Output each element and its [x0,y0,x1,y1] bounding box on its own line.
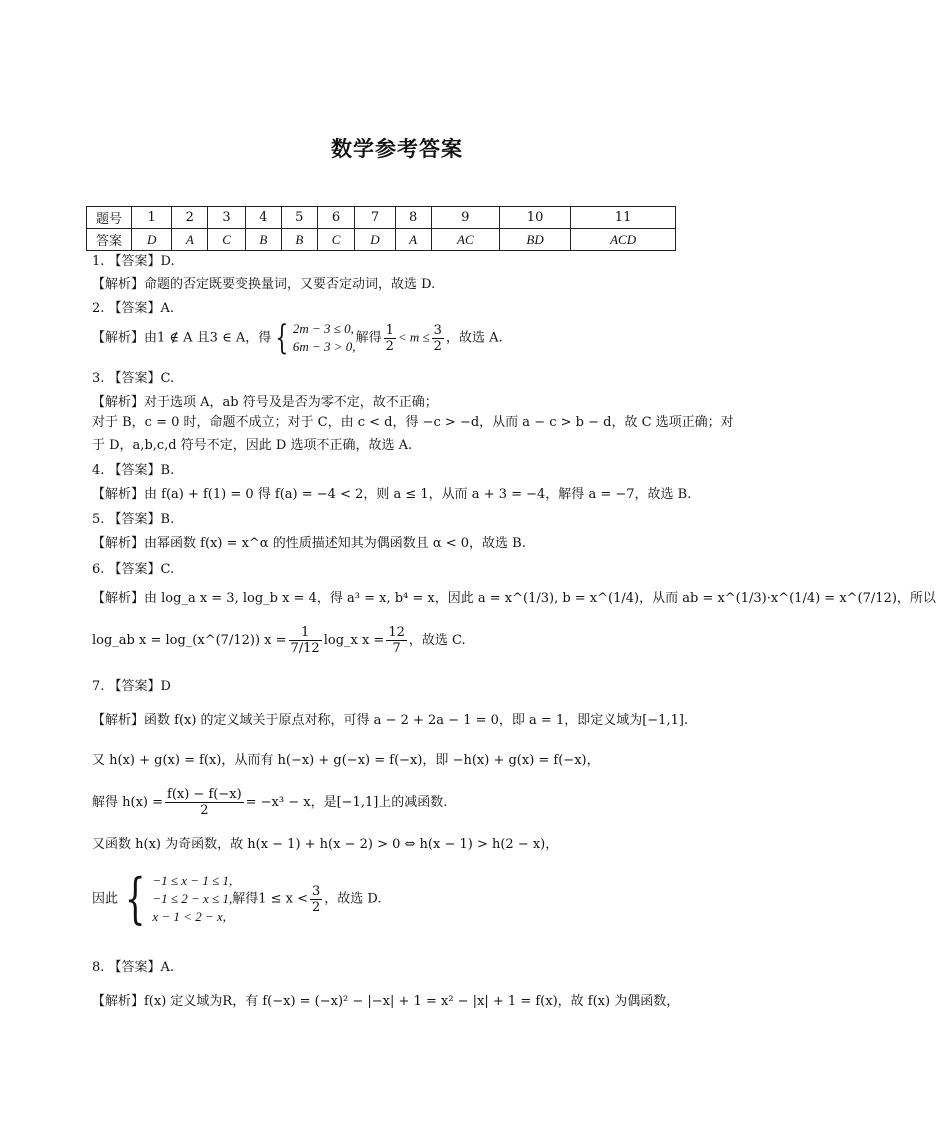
table-cell: 10 [500,207,571,229]
table-cell: 3 [208,207,246,229]
fraction [289,625,322,656]
brace-icon: { [275,318,289,358]
row-label-answer: 答案 [87,229,132,251]
q7-sys-line: −1 ≤ 2 − x ≤ 1, [152,891,233,906]
table-cell: 4 [245,207,281,229]
denominator: 2 [385,338,394,354]
table-cell: 7 [355,207,395,229]
q3-line2: 对于 B，c = 0 时，命题不成立；对于 C，由 c < d，得 −c > −d，从而 a − c > b − d，故 C 选项正确；对 [92,415,734,430]
q6-l2a: log_ab x = log_(x^(7/12)) x = [92,633,287,648]
table-cell: ACD [571,229,676,251]
q4-answer: 4. 【答案】B. [92,463,175,478]
numerator: f(x) − f(−x) [167,787,242,802]
q6-l2c: ，故选 C. [408,633,466,648]
table-cell: 8 [395,207,431,229]
q7-line4: 又函数 h(x) 为奇函数，故 h(x − 1) + h(x − 2) > 0 ⇔ h(x − 1) > h(2 − x)， [92,837,559,852]
table-cell: BD [500,229,571,251]
table-cell: A [172,229,208,251]
q7-l5c: ，故选 D. [324,891,382,907]
table-cell: 11 [571,207,676,229]
q2-sys-line: 6m − 3 > 0, [292,339,356,354]
denominator: 2 [200,803,209,818]
q7-sys-line: x − 1 < 2 − x, [152,909,226,924]
table-cell: 6 [317,207,355,229]
q7-line3 [92,787,447,818]
q6-line2 [92,625,466,656]
numerator: 12 [388,625,405,640]
row-label-number: 题号 [87,207,132,229]
denominator: 7 [392,641,401,656]
table-cell: 5 [281,207,317,229]
q2-mid: < m ≤ [397,329,430,345]
q7-line1: 【解析】函数 f(x) 的定义域关于原点对称，可得 a − 2 + 2a − 1 = 0，即 a = 1，即定义域为[−1,1]. [92,713,689,728]
numerator: 1 [385,322,394,338]
q7-line2: 又 h(x) + g(x) = f(x)，从而有 h(−x) + g(−x) = f(−x)，即 −h(x) + g(x) = f(−x)， [92,753,600,768]
fraction [165,787,244,818]
numerator: 3 [312,883,321,899]
q7-sys-line: −1 ≤ x − 1 ≤ 1, [152,873,233,888]
table-row-answers [87,229,676,251]
brace-icon: { [124,867,146,930]
numerator: 1 [289,625,322,641]
q2-answer: 2. 【答案】A. [92,301,175,316]
q8-answer: 8. 【答案】A. [92,960,175,975]
q3-line1: 【解析】对于选项 A，ab 符号及是否为零不定，故不正确； [92,395,438,410]
q3-line3: 于 D，a,b,c,d 符号不定，因此 D 选项不正确，故选 A. [92,438,413,453]
table-cell: B [245,229,281,251]
q5-explanation: 【解析】由幂函数 f(x) = x^α 的性质描述知其为偶函数且 α < 0，故选 B. [92,536,526,551]
q3-answer: 3. 【答案】C. [92,371,175,386]
table-cell: D [132,229,172,251]
q2-exp-c: ，故选 A. [445,330,503,346]
q8-explanation: 【解析】f(x) 定义域为R，有 f(−x) = (−x)² − |−x| + 1 = x² − |x| + 1 = f(x)，故 f(x) 为偶函数， [92,994,680,1009]
q4-explanation: 【解析】由 f(a) + f(1) = 0 得 f(a) = −4 < 2，则 a ≤ 1，从而 a + 3 = −4，解得 a = −7，故选 B. [92,487,692,502]
fraction [386,625,407,656]
q7-line5 [92,867,382,930]
q6-line1: 【解析】由 log_a x = 3, log_b x = 4，得 a³ = x, b⁴ = x，因此 a = x^(1/3), b = x^(1/4)，从而 ab = x^(1/3)·x^(1/4) = x^(7/12)，所以 [92,591,936,606]
q7-system [152,872,232,926]
fraction [310,884,322,915]
table-row-numbers [87,207,676,229]
table-cell: A [395,229,431,251]
q1-answer: 1. 【答案】D. [92,254,175,269]
table-cell: B [281,229,317,251]
table-cell: 1 [132,207,172,229]
q7-l5b: 解得1 ≤ x < [232,891,309,907]
q7-l5a: 因此 [92,891,119,907]
q1-explanation: 【解析】命题的否定既要变换量词，又要否定动词，故选 D. [92,277,436,292]
numerator: 3 [433,322,442,338]
q7-l3a: 解得 h(x) = [92,795,164,810]
fraction [384,323,396,354]
table-cell: C [208,229,246,251]
q7-l3b: = −x³ − x，是[−1,1]上的减函数. [245,795,448,810]
fraction [432,323,444,354]
q2-explanation [92,320,503,356]
denominator: 2 [312,899,321,915]
q2-sys-line: 2m − 3 ≤ 0, [292,321,354,336]
q5-answer: 5. 【答案】B. [92,512,175,527]
page-title: 数学参考答案 [331,137,463,161]
table-cell: AC [431,229,499,251]
denominator: 2 [433,338,442,354]
q6-answer: 6. 【答案】C. [92,562,175,577]
q2-exp-a: 【解析】由1 ∉ A 且3 ∈ A，得 [92,330,272,346]
table-cell: 9 [431,207,499,229]
answer-table [86,206,676,251]
table-cell: C [317,229,355,251]
q6-l2b: log_x x = [323,633,385,648]
table-cell: D [355,229,395,251]
q2-system [293,320,356,356]
q2-exp-b: 解得 [355,330,382,346]
denominator: 7/12 [290,641,320,656]
table-cell: 2 [172,207,208,229]
q7-answer: 7. 【答案】D [92,679,171,694]
